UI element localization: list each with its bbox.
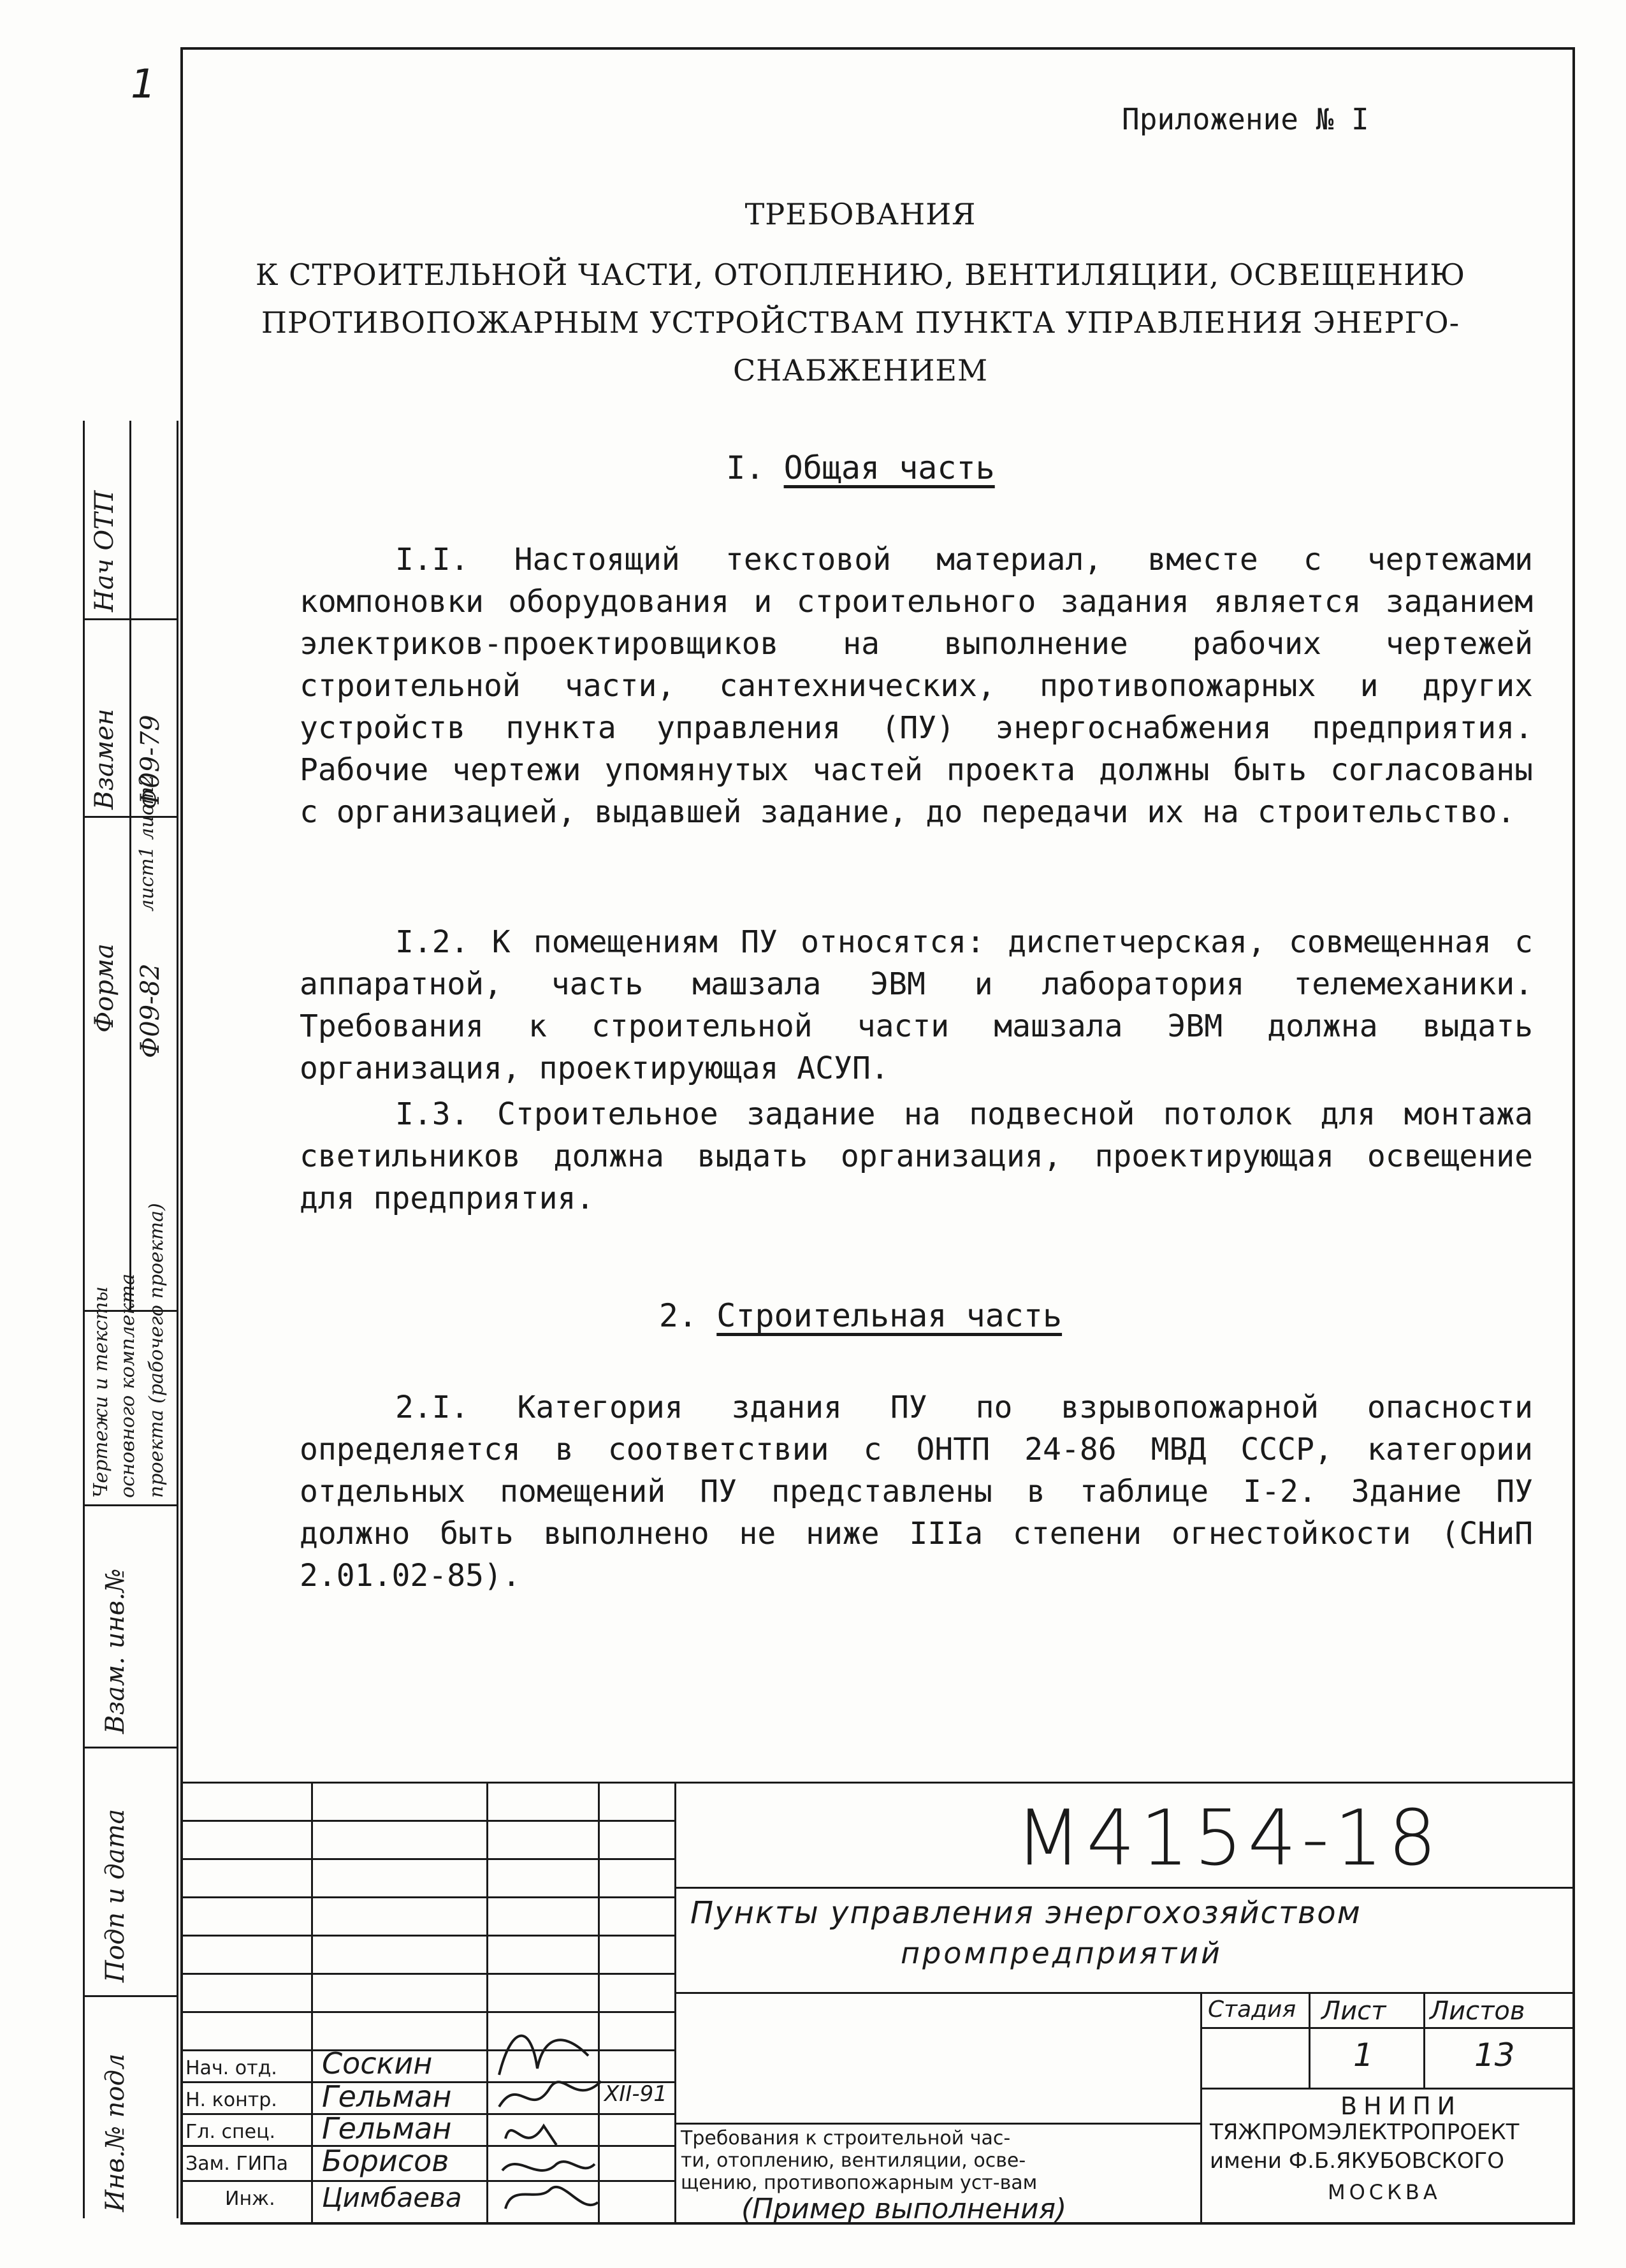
page-number: 1 bbox=[131, 61, 156, 107]
name-5: Цимбаева bbox=[322, 2182, 462, 2213]
role-3: Гл. спец. bbox=[185, 2121, 276, 2143]
paragraph-2-1: 2.I. Категория здания ПУ по взрывопожарной опасности определяется в соответствии с ОНТП 24-86 МВД СССР, категории отдельных помещений ПУ представлены в таблице I-2. Здание ПУ должно быть выполнено не ниже IIIа степени огнестойкости (СНиП 2.01.02-85). bbox=[300, 1390, 1533, 1594]
signature-4 bbox=[502, 2162, 595, 2170]
side-inv-podl: Инв.№ подл bbox=[101, 2053, 130, 2212]
sheets-value: 13 bbox=[1474, 2037, 1515, 2074]
side-forma-list: лист1 лист2 bbox=[136, 774, 158, 912]
paragraph-1-2: I.2. К помещениям ПУ относятся: диспетчерская, совмещенная с аппаратной, часть машзала ЭВМ и лаборатория телемеханики. Требования к строительной части машзала ЭВМ должна выдать организация, проектирующая АСУП. bbox=[300, 924, 1533, 1086]
signatures-drawing bbox=[493, 2011, 607, 2221]
role-4: Зам. ГИПа bbox=[185, 2153, 289, 2175]
section-1-number: I. bbox=[726, 449, 765, 486]
doc-title-line-4: (Пример выполнения) bbox=[741, 2193, 1067, 2225]
doc-title-line-2: ти, отоплению, вентиляции, осве- bbox=[681, 2149, 1026, 2172]
section-2-number: 2. bbox=[658, 1297, 698, 1334]
side-proekta: проекта (рабочего проекта) bbox=[145, 1203, 168, 1498]
role-1: Нач. отд. bbox=[185, 2057, 277, 2079]
section-2-title: Строительная часть bbox=[716, 1297, 1063, 1334]
name-1: Соскин bbox=[322, 2046, 433, 2081]
side-vzamen: Взамен bbox=[90, 708, 119, 810]
title-block bbox=[180, 1782, 1575, 2225]
doc-title-line-1: Требования к строительной час- bbox=[681, 2127, 1011, 2149]
org-line-4: МОСКВА bbox=[1328, 2180, 1441, 2204]
name-2: Гельман bbox=[322, 2079, 452, 2114]
org-line-3: имени Ф.Б.ЯКУБОВСКОГО bbox=[1210, 2148, 1505, 2174]
org-line-1: ВНИПИ bbox=[1340, 2092, 1462, 2120]
section-1-heading bbox=[255, 449, 1466, 486]
org-line-2: ТЯЖПРОМЭЛЕКТРОПРОЕКТ bbox=[1210, 2119, 1520, 2145]
title-line-1: ТРЕБОВАНИЯ bbox=[744, 197, 976, 231]
paragraph-1-1: I.I. Настоящий текстовой материал, вместе с чертежами компоновки оборудования и строительного задания является заданием электриков-проектировщиков на выполнение рабочих чертежей строительной части, сантехнических, противопожарных и других устройств пункта управления (ПУ) энергоснабжения предприятия. Рабочие чертежи упомянутых частей проекта должны быть согласованы с организацией, выдавшей задание, до передачи их на строительство. bbox=[300, 542, 1533, 830]
sheet-header: Лист bbox=[1321, 1996, 1386, 2026]
signature-5 bbox=[505, 2187, 598, 2209]
name-3: Гельман bbox=[322, 2111, 452, 2146]
doc-title-line-3: щению, противопожарным уст-вам bbox=[681, 2172, 1038, 2194]
appendix-label: Приложение № I bbox=[1122, 102, 1369, 136]
title-line-3: ПРОТИВОПОЖАРНЫМ УСТРОЙСТВАМ ПУНКТА УПРАВЛЕНИЯ ЭНЕРГО- bbox=[261, 305, 1460, 340]
signature-2 bbox=[499, 2081, 601, 2107]
date-note: XII-91 bbox=[604, 2081, 667, 2107]
paragraph-1-3: I.3. Строительное задание на подвесной потолок для монтажа светильников должна выдать организация, проектирующая освещение для предприятия. bbox=[300, 1096, 1533, 1216]
sheet-value: 1 bbox=[1353, 2037, 1374, 2074]
side-forma: Форма bbox=[90, 943, 119, 1033]
project-name-line-1: Пункты управления энергохозяйством bbox=[690, 1895, 1361, 1931]
side-vzam-inv: Взам. инв.№ bbox=[101, 1568, 130, 1734]
sheets-header: Листов bbox=[1430, 1996, 1525, 2026]
name-4: Борисов bbox=[322, 2144, 449, 2178]
signature-3 bbox=[505, 2126, 556, 2145]
section-1-title: Общая часть bbox=[783, 449, 995, 486]
title-line-4: СНАБЖЕНИЕМ bbox=[732, 353, 989, 388]
side-nach-otp: Нач ОТП bbox=[90, 490, 119, 612]
side-chertezhi: Чертежи и тексты bbox=[90, 1286, 112, 1498]
stage-header: Стадия bbox=[1208, 1996, 1296, 2023]
side-podp-data: Подп и дата bbox=[101, 1808, 130, 1982]
title-line-2: К СТРОИТЕЛЬНОЙ ЧАСТИ, ОТОПЛЕНИЮ, ВЕНТИЛЯЦИИ, ОСВЕЩЕНИЮ bbox=[255, 258, 1466, 292]
side-vzamen-value: Ф09-79 bbox=[136, 715, 165, 810]
section-2-heading bbox=[255, 1297, 1466, 1334]
role-2: Н. контр. bbox=[185, 2089, 277, 2111]
signature-1 bbox=[499, 2036, 588, 2075]
document-code: М4154-18 bbox=[1015, 1794, 1442, 1883]
project-name-line-2: промпредприятий bbox=[901, 1936, 1223, 1970]
side-forma-value: Ф09-82 bbox=[136, 963, 165, 1058]
role-5: Инж. bbox=[225, 2188, 275, 2210]
side-stamp bbox=[83, 421, 178, 2218]
side-osnovnogo: основного комплекта bbox=[117, 1273, 139, 1498]
